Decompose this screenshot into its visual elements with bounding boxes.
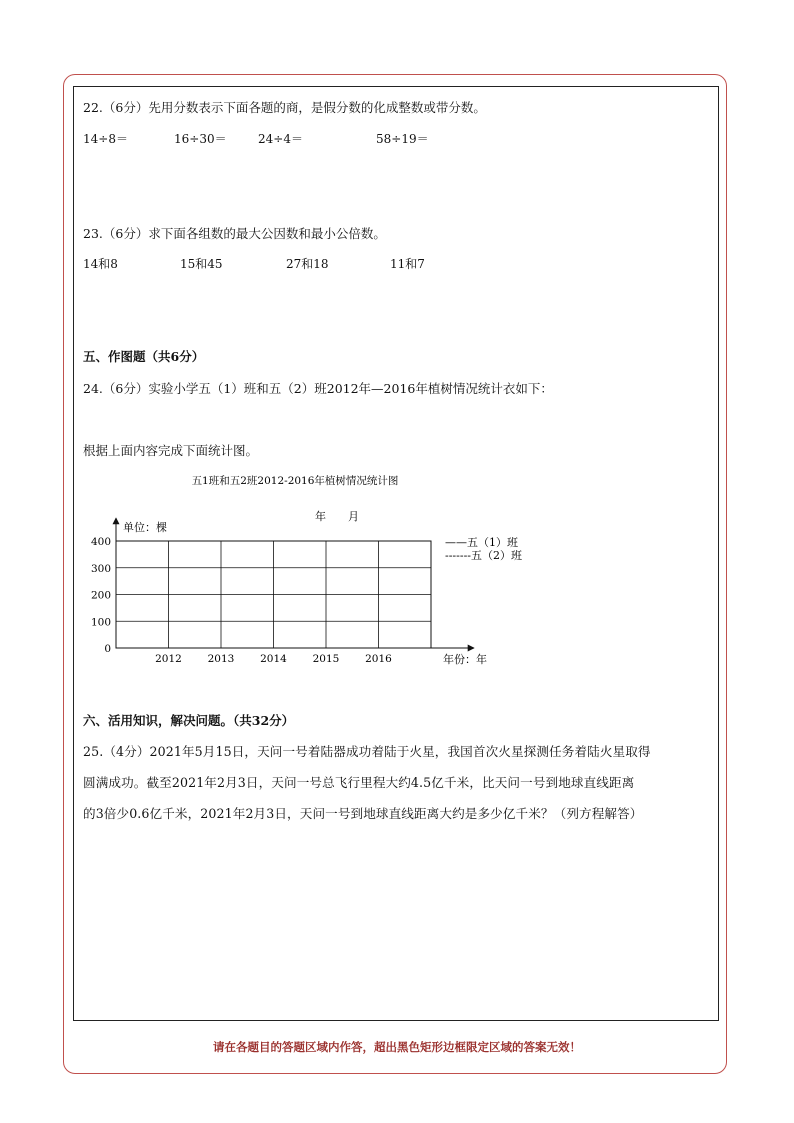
legend-class-1: ——五（1）班 xyxy=(445,536,518,549)
q23-item-4: 11和7 xyxy=(390,257,425,271)
y-tick-label: 100 xyxy=(90,616,111,629)
x-tick-label: 2016 xyxy=(365,653,392,665)
q25-line-2: 圆满成功。截至2021年2月3日，天问一号总飞行里程大约4.5亿千米，比天问一号到地球直线距离 xyxy=(83,775,635,790)
y-axis-unit-label: 单位：棵 xyxy=(123,521,167,534)
chart-subtitle: 年 月 xyxy=(315,510,359,523)
x-tick-label: 2014 xyxy=(260,653,287,665)
y-tick-label: 300 xyxy=(90,562,111,575)
chart-title: 五1班和五2班2012-2016年植树情况统计图 xyxy=(191,475,399,487)
q22-item-3: 24÷4＝ xyxy=(258,132,303,146)
q22-item-4: 58÷19＝ xyxy=(376,132,429,146)
q23-item-1: 14和8 xyxy=(83,257,118,271)
q25-line-3: 的3倍少0.6亿千米，2021年2月3日，天问一号到地球直线距离大约是多少亿千米？（列方程解答） xyxy=(83,806,643,821)
y-tick-label: 400 xyxy=(90,536,111,548)
section-5-heading: 五、作图题（共6分） xyxy=(83,349,205,364)
x-tick-label: 2015 xyxy=(312,653,340,665)
q24-instruction: 根据上面内容完成下面统计图。 xyxy=(83,443,259,458)
q22-item-1: 14÷8＝ xyxy=(83,132,128,146)
q23-item-3: 27和18 xyxy=(286,257,329,271)
q24-title: 24.（6分）实验小学五（1）班和五（2）班2012年—2016年植树情况统计衣如下： xyxy=(83,381,553,396)
footer-warning: 请在各题目的答题区域内作答，超出黑色矩形边框限定区域的答案无效！ xyxy=(213,1040,581,1054)
q23-title: 23.（6分）求下面各组数的最大公因数和最小公倍数。 xyxy=(83,226,386,241)
y-tick-label: 200 xyxy=(90,589,111,602)
x-tick-label: 2012 xyxy=(155,653,182,665)
legend-class-2: -------五（2）班 xyxy=(445,549,523,562)
q22-item-2: 16÷30＝ xyxy=(174,132,227,146)
section-6-heading: 六、活用知识，解决问题。（共32分） xyxy=(83,713,295,728)
y-tick-label: 0 xyxy=(104,643,111,655)
q23-item-2: 15和45 xyxy=(180,257,223,271)
q22-title: 22.（6分）先用分数表示下面各题的商，是假分数的化成整数或带分数。 xyxy=(83,100,486,115)
x-axis-unit-label: 年份：年 xyxy=(443,653,487,666)
x-tick-label: 2013 xyxy=(207,653,235,665)
q25-line-1: 25.（4分）2021年5月15日，天问一号着陆器成功着陆于火星，我国首次火星探测任务着陆火星取得 xyxy=(83,744,651,759)
